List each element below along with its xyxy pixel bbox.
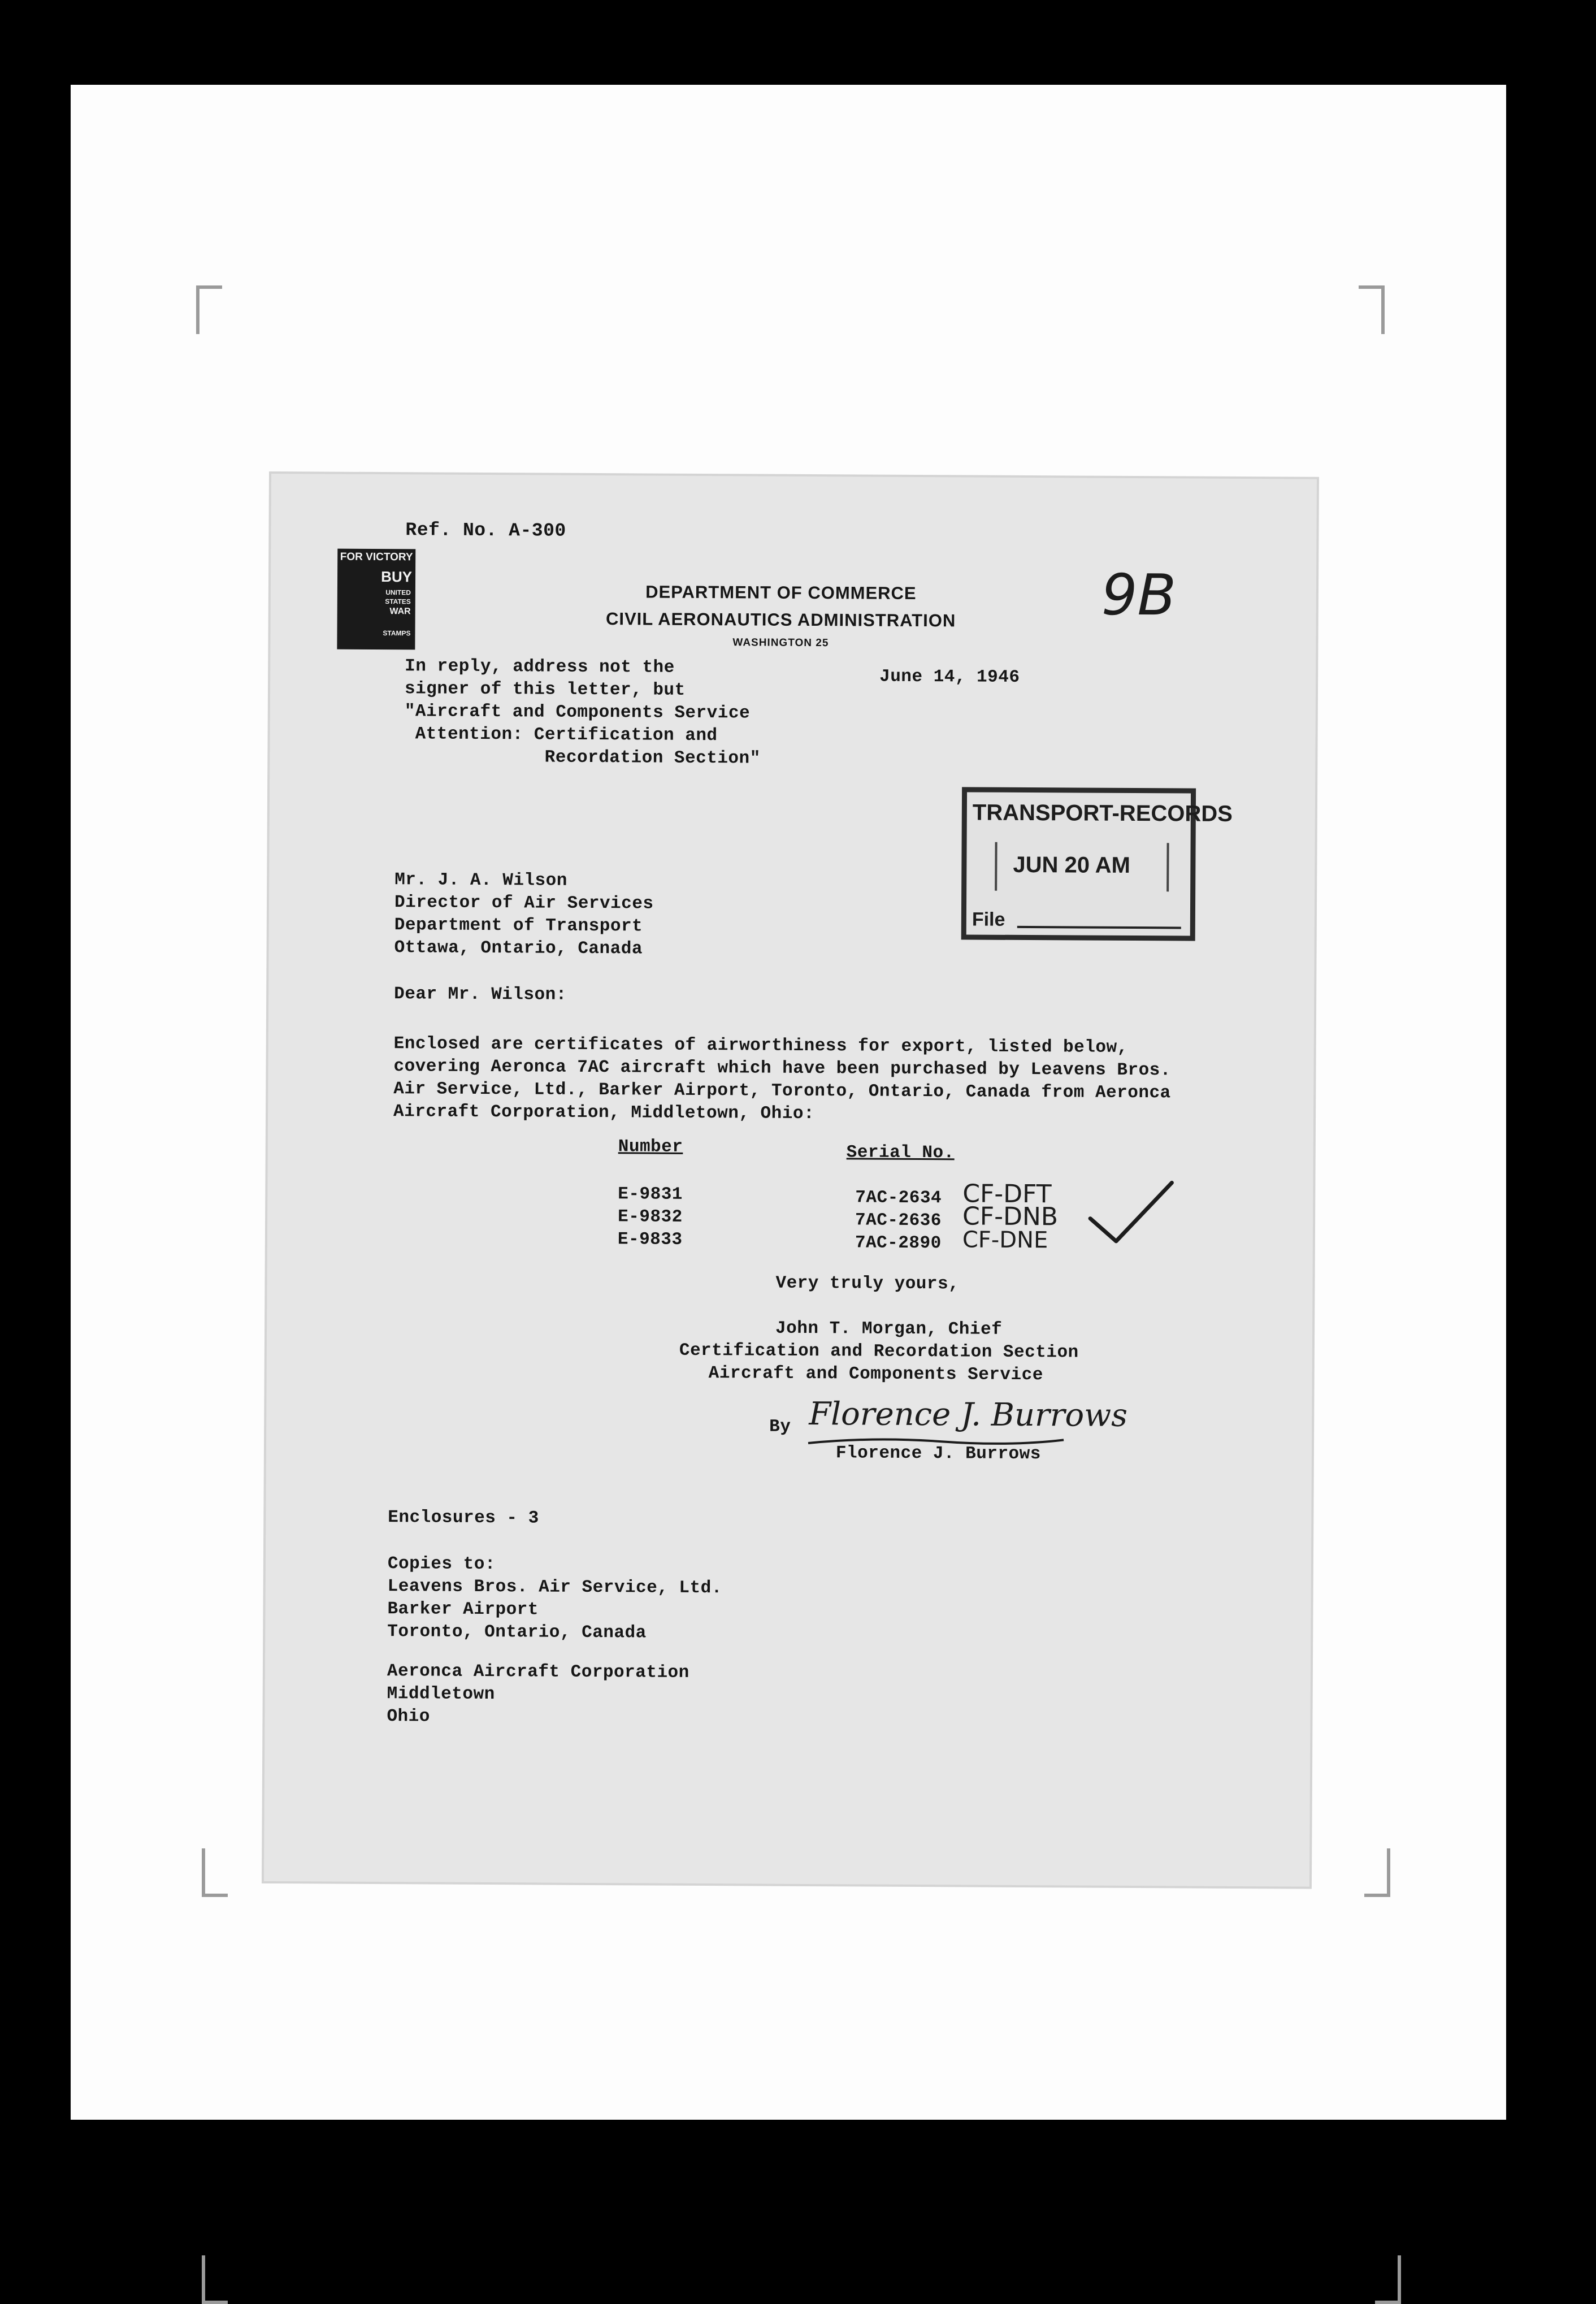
poster-line: STAMPS [383,629,411,638]
crop-mark-bottom-right [1364,1848,1390,1897]
certificates-table [618,1137,1183,1253]
stamp-date-box [995,842,1169,892]
address-line: Ottawa, Ontario, Canada [394,938,643,959]
table-cell-serial: 7AC-2636 [855,1210,942,1231]
table-cell-number: E-9833 [617,1229,683,1250]
poster-line: UNITED [385,588,411,597]
copy-address-line: Barker Airport [387,1599,539,1620]
ref-number: Ref. No. A-300 [405,519,566,542]
poster-line: WAR [389,607,411,617]
address-line: Director of Air Services [394,893,654,914]
table-cell-number: E-9832 [618,1207,683,1227]
reply-line: Attention: Certification and [404,724,718,746]
poster-line: BUY [381,568,413,586]
table-cell-number: E-9831 [618,1184,683,1205]
reply-line: In reply, address not the [405,656,675,678]
body-line: Air Service, Ltd., Barker Airport, Toronto, Ontario, Canada from Aeronca [393,1079,1171,1103]
signature-block [679,1318,1079,1385]
reply-line: "Aircraft and Components Service [404,701,751,724]
letterhead-agency: CIVIL AERONAUTICS ADMINISTRATION [605,609,956,631]
body-line: Enclosed are certificates of airworthiness for export, listed below, [393,1034,1128,1058]
table-cell-serial: 7AC-2890 [855,1233,942,1254]
letterhead-city: WASHINGTON 25 [732,636,829,649]
copy-address-line: Toronto, Ontario, Canada [387,1622,647,1643]
address-line: Mr. J. A. Wilson [394,870,567,891]
body-line: Aircraft Corporation, Middletown, Ohio: [393,1102,815,1124]
stamp-title: TRANSPORT-RECORDS [972,800,1233,826]
crop-mark-top-right [1359,285,1385,334]
stamp-date: JUN 20 AM [1013,852,1130,878]
reply-line: Recordation Section" [404,747,761,769]
copy-address-line: Ohio [387,1707,431,1727]
copy-address-line: Aeronca Aircraft Corporation [387,1661,689,1683]
letter-date: June 14, 1946 [879,666,1020,687]
poster-line: FOR VICTORY [340,551,413,564]
checkmark-icon [1087,1179,1178,1248]
crop-mark-top-left [196,285,222,334]
table-cell-serial: 7AC-2634 [855,1188,942,1209]
table-cell-registration: CF-DNB [962,1202,1059,1232]
crop-mark-bottom-right [1375,2255,1401,2304]
body-line: covering Aeronca 7AC aircraft which have been purchased by Leavens Bros. [393,1056,1172,1081]
by-label: By [769,1417,791,1437]
address-line: Department of Transport [394,915,643,937]
column-header-serial: Serial No. [846,1142,955,1163]
letter-page [264,474,1317,1887]
table-cell-registration: CF-DFT [962,1179,1052,1209]
crop-mark-bottom-left [202,1848,228,1897]
copy-address-line: Leavens Bros. Air Service, Ltd. [387,1577,722,1599]
signature-block-line: Certification and Recordation Section [679,1340,1079,1363]
closing: Very truly yours, [775,1273,960,1294]
reply-line: signer of this letter, but [404,679,686,700]
table-cell-registration: CF-DNE [962,1227,1048,1254]
copy-address-line: Middletown [387,1684,495,1705]
column-header-number: Number [618,1137,683,1157]
enclosures: Enclosures - 3 [388,1508,539,1528]
stamp-file-line [1017,926,1181,929]
signature-block-line: John T. Morgan, Chief [775,1318,1003,1340]
copies-label: Copies to: [387,1554,496,1575]
transport-records-stamp [961,787,1233,941]
signature-block-line: Aircraft and Components Service [708,1363,1043,1385]
stamp-file-label: File [972,908,1005,930]
handwritten-signature: Florence J. Burrows [809,1396,1128,1434]
salutation: Dear Mr. Wilson: [394,984,567,1005]
letterhead-department: DEPARTMENT OF COMMERCE [645,582,917,603]
file-mark-handwritten: 9B [1101,561,1177,629]
crop-mark-bottom-left [202,2255,228,2304]
signer-name: Florence J. Burrows [835,1443,1041,1465]
poster-line: STATES [385,597,411,606]
